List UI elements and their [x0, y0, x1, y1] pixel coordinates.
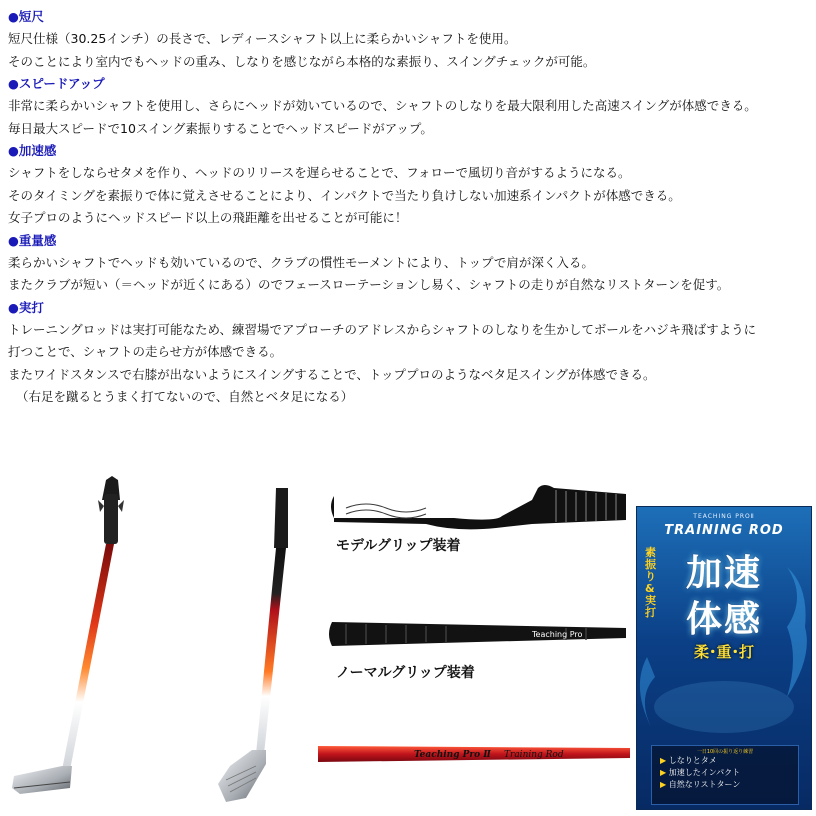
section-heading-short-length: ●短尺	[8, 9, 44, 24]
package-headline-1: 加速	[685, 553, 762, 594]
section-line: シャフトをしならせタメを作り、ヘッドのリリースを遅らせることで、フォローで風切り音がするようになる。	[8, 165, 631, 180]
section-line: 女子プロのようにヘッドスピード以上の飛距離を出せることが可能に！	[8, 210, 408, 225]
grip-brand-label: Teaching Pro	[532, 630, 583, 639]
package-box-image	[636, 506, 812, 810]
section-line: そのことにより室内でもヘッドの重み、しなりを感じながら本格的な素振り、スイングチェックが可能。	[8, 53, 596, 69]
package-feature-panel	[651, 745, 799, 805]
bullet-icon: ▶	[660, 756, 667, 765]
model-grip-image	[326, 480, 630, 538]
section-line: 短尺仕様（30.25インチ）の長さで、レディースシャフト以上に柔らかいシャフトを使用。	[8, 31, 517, 46]
club-side-view-image	[200, 484, 310, 814]
bullet-icon: ▶	[660, 768, 667, 777]
section-note: （右足を蹴るとうまく打てないので、自然とベタ足になる）	[16, 389, 354, 404]
section-line: そのタイミングを素振りで体に覚えさせることにより、インパクトで当たり負けしない加速系インパクトが体感できる。	[8, 187, 681, 203]
package-headline-2: 体感	[685, 599, 762, 640]
shaft-image	[316, 742, 632, 766]
section-line: 毎日最大スピードで10スイング素振りすることでヘッドスピードがアップ。	[8, 120, 433, 136]
shaft-label-main: Teaching Pro Ⅱ	[414, 750, 491, 760]
feature-description	[8, 6, 812, 409]
bullet-icon: ▶	[660, 780, 667, 789]
section-line: 非常に柔らかいシャフトを使用し、さらにヘッドが効いているので、シャフトのしなりを最大限利用した高速スイングが体感できる。	[8, 98, 757, 113]
section-heading-weight: ●重量感	[8, 232, 57, 248]
model-grip-caption: モデルグリップ装着	[336, 538, 461, 554]
normal-grip-image	[326, 614, 630, 656]
section-heading-acceleration: ●加速感	[8, 143, 57, 158]
shaft-brand-label	[414, 750, 564, 760]
shaft-label-sub: Training Rod	[504, 750, 564, 760]
package-feature-item: ▶ 加速したインパクト	[660, 768, 741, 777]
section-line: またワイドスタンスで右膝が出ないようにスイングすることで、トッププロのようなベタ足スイングが体感できる。	[8, 366, 656, 382]
section-heading-actual-hitting: ●実打	[8, 299, 44, 315]
club-full-view-image	[0, 470, 150, 810]
section-line: トレーニングロッドは実打可能なため、練習場でアプローチのアドレスからシャフトのしなりを生かしてボールをハジキ飛ばすように	[8, 321, 757, 337]
section-line: 柔らかいシャフトでヘッドも効いているので、クラブの慣性モーメントにより、トップで肩が深く入る。	[8, 254, 594, 270]
section-line: またクラブが短い（＝ヘッドが近くにある）のでフェースローテーションし易く、シャフトの走りが自然なリストターンを促す。	[8, 277, 730, 292]
package-tag: 素振り&実打	[645, 546, 656, 619]
package-subtitle: 柔･重･打	[693, 643, 754, 661]
package-brand: TEACHING PROⅡ	[693, 513, 755, 520]
package-panel-heading: 一日10回の振り返り練習	[696, 749, 754, 755]
section-heading-speed-up: ●スピードアップ	[8, 76, 105, 91]
package-title: TRAINING ROD	[664, 523, 784, 538]
package-feature-item: ▶ しなりとタメ	[660, 756, 717, 765]
normal-grip-caption: ノーマルグリップ装着	[336, 665, 475, 681]
package-feature-item: ▶ 自然なリストターン	[660, 780, 741, 789]
section-line: 打つことで、シャフトの走らせ方が体感できる。	[8, 344, 283, 359]
